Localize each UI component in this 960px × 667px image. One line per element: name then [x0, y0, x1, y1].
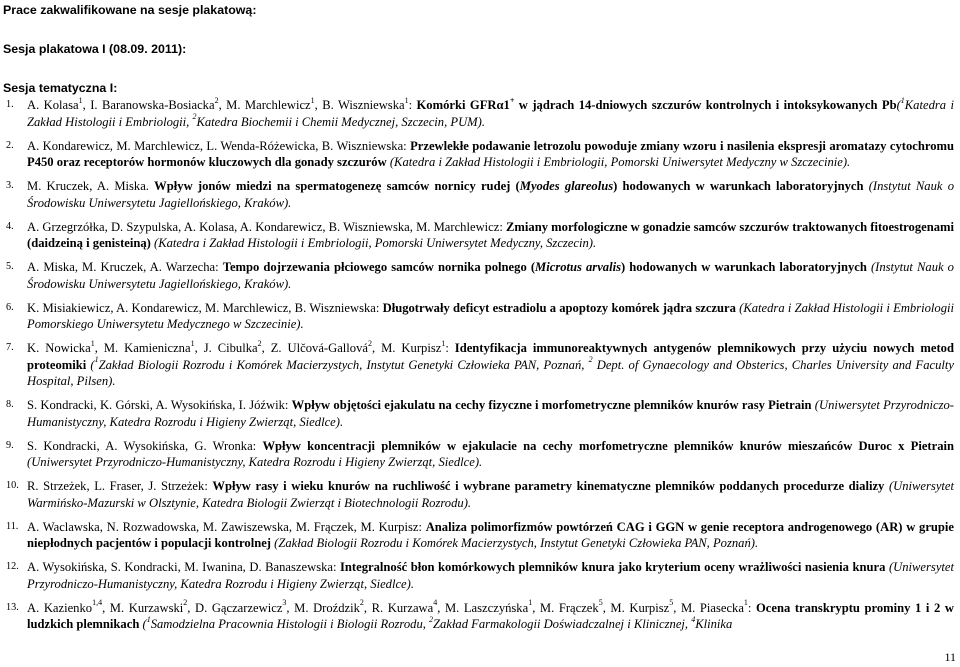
text-segment: , D. Gączarzewicz — [187, 600, 283, 615]
item-title: Identyfikacja immunoreaktywnych antygenów plemnikowych przy użyciu nowych metod proteomiki — [27, 341, 954, 372]
item-authors: M. Kruczek, A. Miska. — [27, 179, 155, 193]
superscript: 1 — [528, 598, 533, 608]
text-segment: , M. Kurpisz — [602, 600, 670, 615]
text-segment: ( — [142, 617, 147, 631]
species-name: Microtus arvalis — [535, 260, 621, 274]
superscript: 2 — [429, 614, 434, 624]
text-segment: Dept. of Gynaecology and Obsterics, Charles University and Faculty Hospital, Pilsen). — [27, 357, 954, 388]
superscript: 2 — [183, 598, 188, 608]
item-title — [154, 179, 869, 193]
text-segment: , Z. Ulčová-Gallová — [261, 341, 368, 355]
item-number: 13. — [6, 601, 19, 613]
item-title — [416, 95, 897, 112]
item-authors: A. Waclawska, N. Rozwadowska, M. Zawiszewska, M. Frączek, M. Kurpisz: — [27, 519, 426, 534]
superscript: 2 — [359, 598, 364, 608]
item-affiliation: (Uniwersytet Przyrodniczo-Humanistyczny, Katedra Rozrodu i Higieny Zwierząt, Siedlce). — [27, 455, 483, 469]
item-title: Przewlekłe podawanie letrozolu powoduje zmiany wzoru i nasilenia ekspresji aromatazy cytochromu P450 oraz receptorów hormonów kluczowych dla gonady szczurów — [27, 138, 954, 169]
item-number: 8. — [6, 399, 14, 410]
text-segment: w jądrach 14-dniowych szczurów kontrolnych i intoksykowanych Pb — [514, 98, 897, 112]
text-segment: , M. Kurzawski — [102, 600, 184, 615]
text-segment: K. Nowicka — [27, 341, 91, 355]
abstract-item — [6, 178, 954, 211]
item-title: Długotrwały deficyt estradiolu a apoptozy komórek jądra szczura — [382, 300, 740, 315]
abstract-item — [6, 300, 954, 333]
superscript: 1 — [441, 338, 446, 348]
item-title: Ocena transkryptu prominy 1 i 2 w ludzkich plemnikach — [27, 600, 954, 631]
item-number: 4. — [6, 220, 14, 232]
text-segment: ( — [896, 98, 901, 112]
superscript: 2 — [257, 338, 262, 348]
item-authors: A. Miska, M. Kruczek, A. Warzecha: — [27, 260, 223, 274]
superscript: + — [509, 95, 515, 105]
superscript: 1 — [146, 614, 151, 624]
item-title: Zmiany morfologiczne w gonadzie samców szczurów traktowanych fitoestrogenami (daidzeiną i genisteiną) — [27, 219, 954, 250]
text-segment: , I. Baranowska-Bosiacka — [82, 98, 215, 112]
item-authors: R. Strzeżek, L. Fraser, J. Strzeżek: — [27, 479, 213, 493]
text-segment: A. Kazienko — [27, 600, 93, 615]
abstract-item — [6, 438, 954, 471]
item-number: 7. — [6, 342, 14, 353]
item-authors: K. Misiakiewicz, A. Kondarewicz, M. Marchlewicz, B. Wiszniewska: — [27, 300, 383, 315]
item-number: 11. — [6, 520, 19, 532]
text-segment: , M. Kurpisz — [371, 341, 442, 355]
item-number: 12. — [6, 561, 19, 572]
text-segment: , M. Droździk — [286, 600, 360, 615]
item-number: 10. — [6, 480, 19, 491]
item-affiliation: (Uniwersytet Przyrodniczo-Humanistyczny, Katedra Rozrodu i Higieny Zwierząt, Siedlce). — [27, 560, 954, 591]
text-segment: : — [747, 600, 756, 615]
text-segment: , J. Cibulka — [194, 341, 258, 355]
superscript: 4 — [691, 614, 696, 624]
text-segment: ) hodowanych w warunkach laboratoryjnych — [613, 179, 869, 193]
item-number: 3. — [6, 180, 14, 191]
item-authors: A. Wysokińska, S. Kondracki, M. Iwanina, D. Banaszewska: — [27, 560, 341, 574]
item-authors — [27, 338, 455, 355]
item-number: 6. — [6, 301, 14, 313]
abstract-item — [6, 259, 954, 292]
item-affiliation: (Uniwersytet Warmińsko-Mazurski w Olsztynie, Katedra Biologii Zwierząt i Biotechnologii Rozrodu). — [27, 479, 954, 510]
text-segment: A. Kolasa — [27, 98, 79, 112]
text-segment: , B. Wiszniewska — [314, 98, 405, 112]
text-segment: : — [445, 341, 455, 355]
text-segment: Komórki GFRα1 — [416, 98, 510, 112]
text-segment: Katedra i Zakład Histologii i Embriologii, — [27, 98, 954, 129]
superscript: 1,4 — [92, 598, 103, 608]
item-affiliation: (Zakład Biologii Rozrodu i Komórek Macierzystych, Instytut Genetyki Człowieka PAN, Poznań). — [274, 536, 759, 550]
superscript: 5 — [669, 598, 674, 608]
item-authors: A. Grzegrzółka, D. Szypulska, A. Kolasa, A. Kondarewicz, B. Wiszniewska, M. Marchlewicz: — [27, 219, 507, 234]
text-segment: , M. Kamieniczna — [94, 341, 191, 355]
text-segment: ) hodowanych w warunkach laboratoryjnych — [621, 260, 871, 274]
superscript: 1 — [310, 95, 315, 105]
item-title — [223, 260, 871, 274]
item-title: Integralność błon komórkowych plemników knura jako kryterium oceny wrażliwości nasienia knura — [340, 560, 889, 574]
item-title: Wpływ objętości ejakulatu na cechy fizyczne i morfometryczne plemników knurów rasy Pietrain — [291, 398, 815, 412]
item-affiliation — [142, 614, 733, 631]
abstract-item — [6, 559, 954, 592]
abstract-item — [6, 600, 954, 633]
abstract-item — [6, 519, 954, 552]
item-affiliation: (Uniwersytet Przyrodniczo-Humanistyczny, Katedra Rozrodu i Higieny Zwierząt, Siedlce). — [27, 398, 954, 429]
text-segment: , M. Laszczyńska — [437, 600, 529, 615]
item-title: Wpływ rasy i wieku knurów na ruchliwość i wybrane parametry kinematyczne plemników poddanych procedurze dializy — [212, 479, 889, 493]
superscript: 1 — [94, 355, 99, 365]
superscript: 5 — [598, 598, 603, 608]
text-segment: Zakład Farmakologii Doświadczalnej i Klinicznej, — [433, 617, 692, 631]
text-segment: , M. Piasecka — [673, 600, 744, 615]
item-title: Wpływ koncentracji plemników w ejakulacie na cechy morfometryczne plemników knurów mieszańców Duroc x Pietrain — [262, 438, 955, 453]
heading-theme: Sesja tematyczna I: — [3, 81, 118, 95]
item-authors: S. Kondracki, A. Wysokińska, G. Wronka: — [27, 438, 263, 453]
text-segment: Zakład Biologii Rozrodu i Komórek Macierzystych, Instytut Genetyki Człowieka PAN, Poznań, — [98, 357, 589, 372]
abstract-item — [6, 219, 954, 252]
text-segment: , M. Frączek — [532, 600, 599, 615]
species-name: Myodes glareolus — [519, 179, 614, 193]
item-authors — [27, 598, 756, 615]
text-segment: : — [408, 98, 417, 112]
item-authors — [27, 95, 417, 112]
heading-qualified: Prace zakwalifikowane na sesje plakatową: — [3, 3, 257, 17]
text-segment: Samodzielna Pracownia Histologii i Biologii Rozrodu, — [150, 617, 430, 631]
abstract-item — [6, 397, 954, 430]
item-affiliation: (Katedra i Zakład Histologii i Embriologii Pomorskiego Uniwersytetu Medycznego w Szczecinie). — [27, 300, 955, 331]
superscript: 1 — [743, 598, 748, 608]
superscript: 1 — [78, 95, 83, 105]
item-affiliation: (Katedra i Zakład Histologii i Embriologii, Pomorski Uniwersytet Medyczny, Szczecin). — [154, 236, 597, 250]
superscript: 4 — [433, 598, 438, 608]
item-affiliation: (Instytut Nauk o Środowisku Uniwersytetu Jagiellońskiego, Kraków). — [27, 179, 954, 210]
page-number: 11 — [944, 649, 956, 664]
text-segment: Katedra Biochemii i Chemii Medycznej, Szczecin, PUM). — [196, 114, 486, 129]
text-segment: , R. Kurzawa — [363, 600, 434, 615]
item-affiliation: (Katedra i Zakład Histologii i Embriologii, Pomorski Uniwersytet Medyczny w Szczecinie). — [389, 155, 851, 169]
superscript: 2 — [588, 355, 593, 365]
item-number: 2. — [6, 139, 14, 151]
abstract-item — [6, 478, 954, 511]
text-segment: Tempo dojrzewania płciowego samców nornika polnego ( — [222, 260, 536, 274]
abstract-item — [6, 97, 954, 130]
text-segment: Klinika — [695, 617, 733, 631]
superscript: 3 — [282, 598, 287, 608]
item-number: 9. — [6, 439, 14, 451]
item-title: Analiza polimorfizmów powtórzeń CAG i GGN w genie receptora androgenowego (AR) w grupie niepłodnych pacjentów i populacji kontrolnej — [27, 519, 955, 550]
superscript: 2 — [192, 112, 197, 122]
abstract-item — [6, 138, 954, 171]
item-number: 1. — [6, 99, 14, 110]
item-authors: A. Kondarewicz, M. Marchlewicz, L. Wenda-Różewicka, B. Wiszniewska: — [27, 138, 411, 153]
text-segment: ( — [90, 357, 95, 372]
item-authors: S. Kondracki, K. Górski, A. Wysokińska, I. Jóźwik: — [27, 398, 292, 412]
text-segment: , M. Marchlewicz — [218, 98, 311, 112]
item-number: 5. — [6, 261, 14, 272]
superscript: 1 — [900, 95, 905, 105]
superscript: 2 — [367, 338, 372, 348]
item-affiliation: (Instytut Nauk o Środowisku Uniwersytetu Jagiellońskiego, Kraków). — [27, 260, 954, 291]
superscript: 1 — [190, 338, 195, 348]
heading-session: Sesja plakatowa I (08.09. 2011): — [3, 42, 187, 56]
abstract-item — [6, 340, 954, 390]
superscript: 1 — [90, 338, 95, 348]
superscript: 1 — [404, 95, 409, 105]
text-segment: Wpływ jonów miedzi na spermatogenezę samców nornicy rudej ( — [154, 179, 520, 193]
abstract-list — [6, 97, 954, 640]
superscript: 2 — [214, 95, 219, 105]
